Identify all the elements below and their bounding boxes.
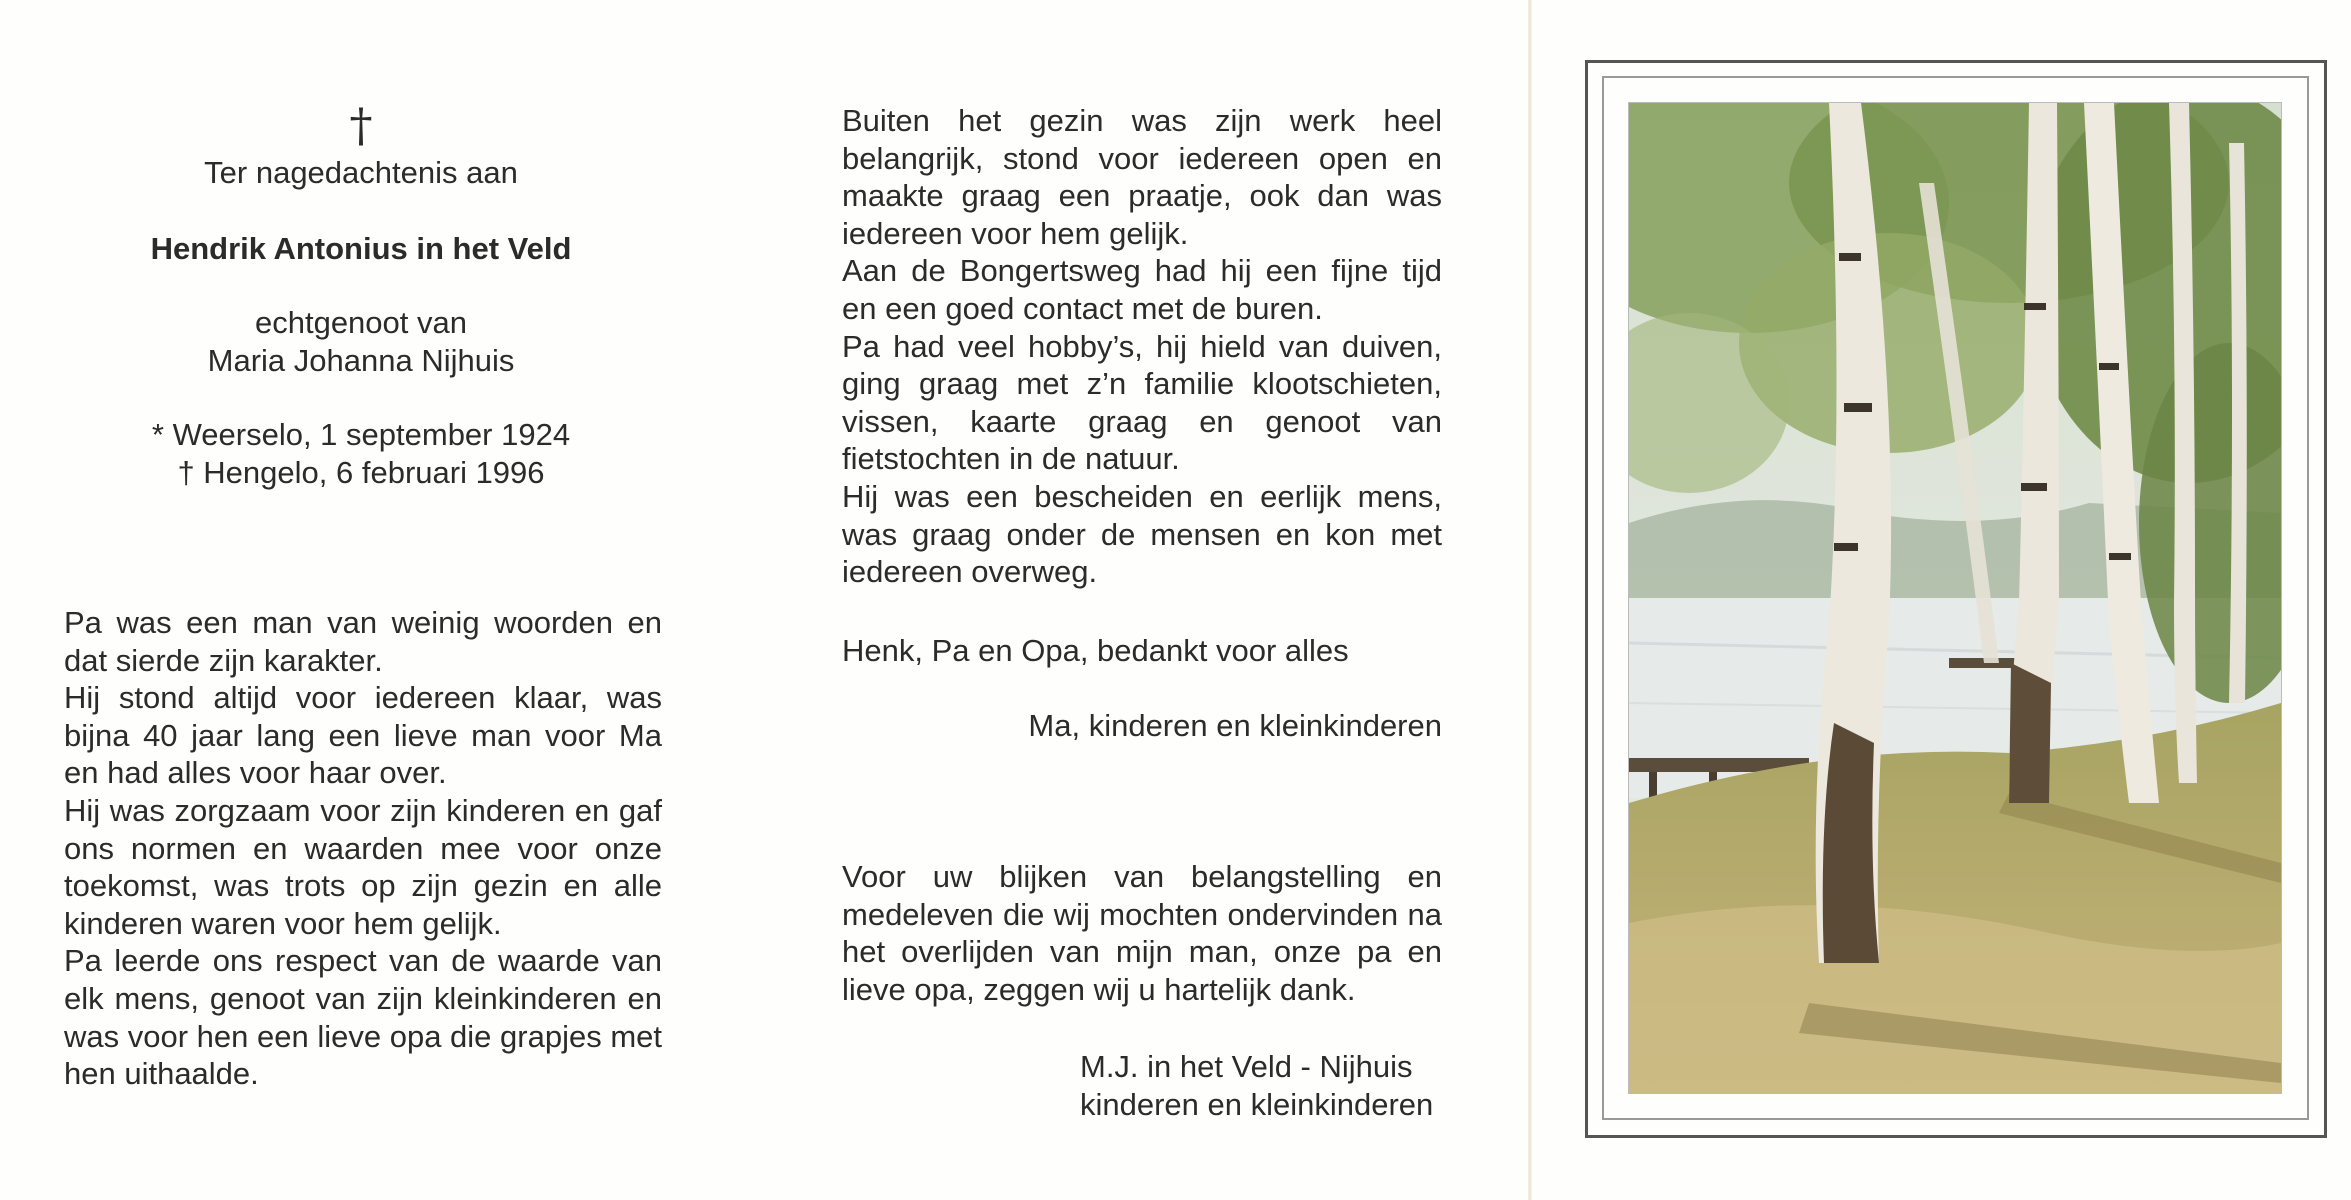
paragraph: Pa leerde ons respect van de waarde van elk mens, genoot van zijn kleinkinderen en was voor hen een lieve opa die grapjes met hen uithaalde. [64,943,662,1092]
paragraph: Voor uw blijken van belangstelling en medeleven die wij mochten ondervinden na het overlijden van mijn man, onze pa en lieve opa, zeggen wij u hartelijk dank. [842,859,1442,1007]
spouse-name: Maria Johanna Nijhuis [207,342,515,378]
signature-line: kinderen en kleinkinderen [1080,1086,1434,1122]
cross-icon: † [349,98,373,152]
signature-line: M.J. in het Veld - Nijhuis [1080,1049,1413,1084]
paragraph: Pa had veel hobby’s, hij hield van duiven, ging graag met z’n familie klootschieten, vissen, kaarte graag en genoot van fietstochten in de natuur. [842,328,1442,477]
paragraph: Hij stond altijd voor iedereen klaar, was bijna 40 jaar lang een lieve man voor Ma en had alles voor haar over. [64,680,662,791]
middle-text [842,102,1442,591]
birch-lake-photo [1628,102,2282,1094]
memory-line: Ter nagedachtenis aan [204,155,518,190]
left-header [60,100,662,492]
paragraph: Buiten het gezin was zijn werk heel belangrijk, stond voor iedereen open en maakte graag een praatje, ook dan was iedereen voor hem gelijk. [842,103,1442,251]
thanks-from: Ma, kinderen en kleinkinderen [1028,708,1442,743]
paragraph: Hij was zorgzaam voor zijn kinderen en gaf ons normen en waarden mee voor onze toekomst, was trots op zijn gezin en alle kinderen waren voor hem gelijk. [64,792,662,941]
deceased-name: Hendrik Antonius in het Veld [150,230,572,266]
signature [1080,1048,1442,1123]
left-text [64,604,662,1093]
paragraph: Pa was een man van weinig woorden en dat sierde zijn karakter. [64,605,662,678]
paragraph: Aan de Bongertsweg had hij een fijne tijd en een goed contact met de buren. [842,253,1442,326]
death-line: † Hengelo, 6 februari 1996 [177,454,545,490]
gratitude-text [842,858,1442,1008]
birth-line: * Weerselo, 1 september 1924 [151,417,571,453]
spouse-of-label: echtgenoot van [254,305,467,341]
thanks-line: Henk, Pa en Opa, bedankt voor alles [842,633,1349,668]
photo-illustration [1629,103,2281,1093]
paragraph: Hij was een bescheiden en eerlijk mens, was graag onder de mensen en kon met iedereen overweg. [842,478,1442,590]
card-fold [1528,0,1532,1200]
